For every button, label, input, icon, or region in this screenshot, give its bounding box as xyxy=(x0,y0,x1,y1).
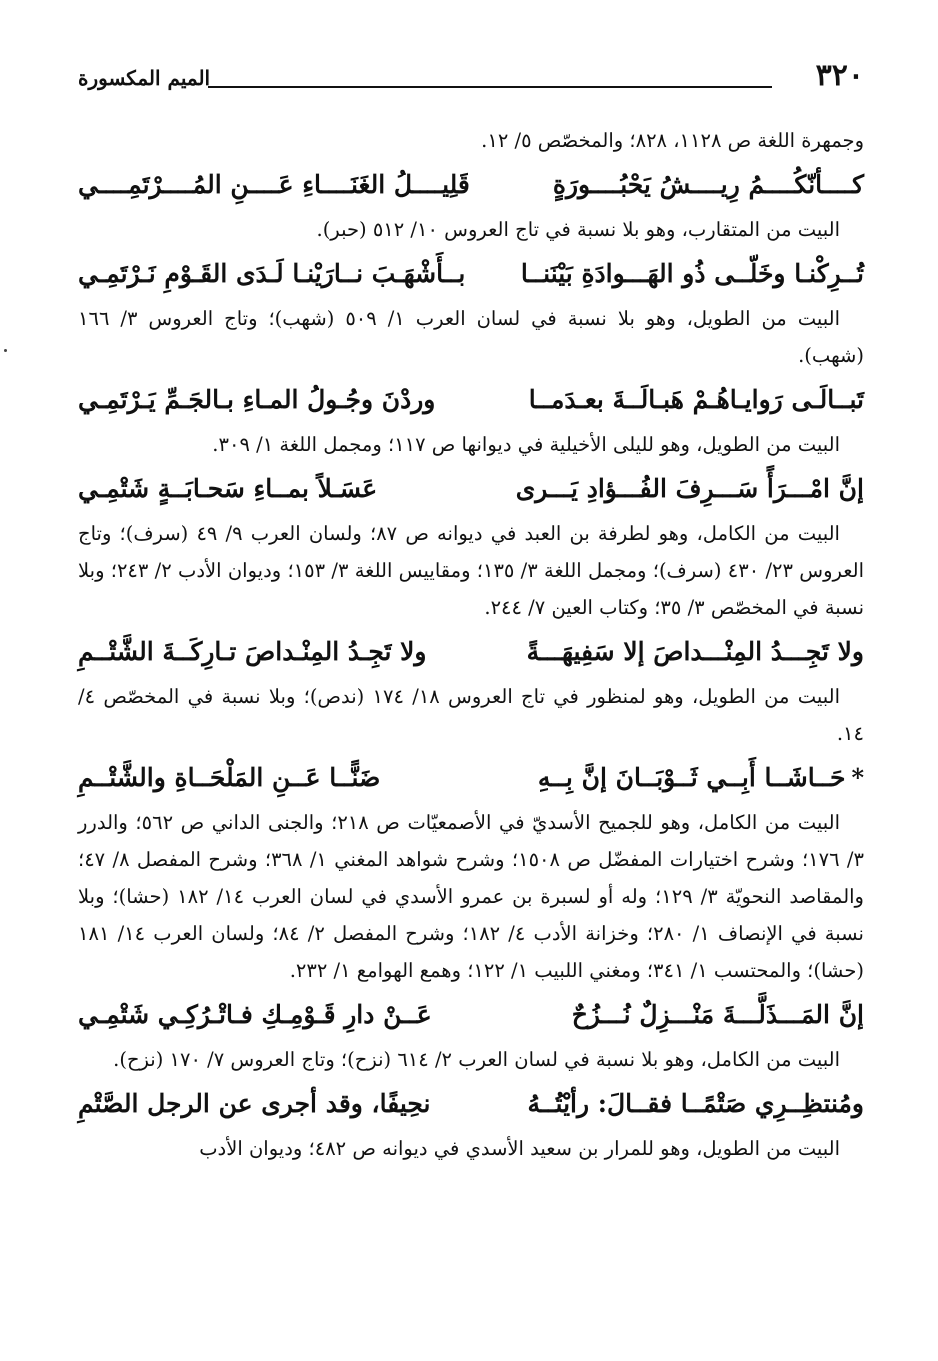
page-header xyxy=(78,58,864,98)
verse-first-hemistich: ولا تَجِـــدُ المِنْـــداصَ إلا سَفِيهَـــةً xyxy=(526,637,864,666)
citation-paragraph: البيت من الكامل، وهو بلا نسبة في لسان العرب ٢/ ٦١٤ (نزح)؛ وتاج العروس ٧/ ١٧٠ (نزح). xyxy=(113,1048,840,1071)
page-content xyxy=(78,122,864,1167)
verse-second-hemistich: بــأَشْهَـبَ نــارَيْنـا لَـدَى القَـوْمِ نَـرْتَمِـي xyxy=(78,259,466,288)
citation-paragraph: وجمهرة اللغة ص ١١٢٨، ٨٢٨؛ والمخصّص ٥/ ١٢. xyxy=(481,129,864,152)
entry-marker: * xyxy=(851,763,864,792)
verse-line xyxy=(78,1080,864,1128)
verse-first-text: حَــاشَــا أَبِــي ثَــوْبَــانَ إنَّ بِــهِ xyxy=(537,763,846,792)
verse-first-hemistich: تُــرِكْنـا وخَلّــى ذُو الهَـــوادَةِ بَيْنَنــا xyxy=(520,259,864,288)
citation-paragraph: البيت من الطويل، وهو للمرار بن سعيد الأسدي في ديوانه ص ٤٨٢؛ وديوان الأدب xyxy=(199,1137,840,1160)
citation-paragraph: البيت من المتقارب، وهو بلا نسبة في تاج العروس ١٠/ ٥١٢ (حبر). xyxy=(316,218,840,241)
citation-paragraph: البيت من الطويل، وهو لمنظور في تاج العروس ١٨/ ١٧٤ (ندص)؛ وبلا نسبة في المخصّص ٤/ ١٤. xyxy=(78,685,864,745)
verse-line xyxy=(78,376,864,424)
margin-speck xyxy=(4,349,7,352)
verse-second-hemistich: عَسَـلاً بمــاءِ سَحـابَــةٍ شَتْمِـي xyxy=(78,474,378,503)
verse-second-hemistich: قَلِيــــلُ الغَنَــــاءِ عَــــنِ المُــــرْتَمِــــي xyxy=(78,170,470,199)
citation-paragraph: البيت من الكامل، وهو لطرفة بن العبد في ديوانه ص ٨٧؛ ولسان العرب ٩/ ٤٩ (سرف)؛ وتاج العروس ٢٣/ ٤٣٠ (سرف)؛ ومجمل اللغة ٣/ ١٣٥؛ ومقاييس اللغة ٣/ ١٥٣؛ وديوان الأدب ٢/ ٢٤٣؛ وبلا نسبة في المخصّص ٣/ ٣٥؛ وكتاب العين ٧/ ٢٤٤. xyxy=(78,522,865,619)
verse-second-hemistich: نحِيفًا، وقد أجرى عن الرجل الصَّتْمِ xyxy=(78,1089,431,1118)
verse-line xyxy=(78,991,864,1039)
running-title: الميم المكسورة xyxy=(78,66,211,90)
verse-second-hemistich: عَــنْ دارِ قَـوْمِـكِ فـاتْـرُكِـي شَتْمِـي xyxy=(78,1000,432,1029)
verse-line xyxy=(78,465,864,513)
page-number: ٣٢٠ xyxy=(815,58,864,93)
header-rule xyxy=(208,86,772,88)
citation-paragraph: البيت من الطويل، وهو بلا نسبة في لسان العرب ١/ ٥٠٩ (شهب)؛ وتاج العروس ٣/ ١٦٦ (شهب). xyxy=(78,307,864,367)
verse-line xyxy=(78,628,864,676)
verse-first-hemistich: ومُنتظِــرِي صَتْمًــا فقــالَ: رأيْتُــهُ xyxy=(527,1089,864,1118)
verse-first-hemistich: إنَّ المَـــذَلَّـــةَ مَنْـــزِلٌ نُـــزُحٌ xyxy=(571,1000,864,1029)
verse-first-hemistich: كــــأنّكُــــمُ رِيــــشُ يَحْبُــــورَةٍ xyxy=(552,170,864,199)
verse-first-hemistich: تَبــالَـى رَوايـاهُـمْ هَبـالَــةَ بعـدَمــا xyxy=(528,385,864,414)
verse-line xyxy=(78,161,864,209)
verse-second-hemistich: ضَنًّــا عَــنِ المَلْحَــاةِ والشَّتْــمِ xyxy=(78,763,381,792)
verse-second-hemistich: ولا تَجِـدُ المِنْـداصَ تـارِكَــةَ الشَّتْــمِ xyxy=(78,637,427,666)
verse-first-hemistich xyxy=(538,754,864,802)
verse-first-hemistich: إنَّ امْـــرَأً سَـــرِفَ الفُـــؤادِ يَـــرى xyxy=(515,474,864,503)
verse-line xyxy=(78,754,864,802)
verse-line xyxy=(78,250,864,298)
verse-second-hemistich: وردْنَ وجُـولُ المـاءِ بـالجَـمِّ يَـرْتَمِـي xyxy=(78,385,436,414)
citation-paragraph: البيت من الطويل، وهو لليلى الأخيلية في ديوانها ص ١١٧؛ ومجمل اللغة ١/ ٣٠٩. xyxy=(212,433,840,456)
book-page xyxy=(78,58,864,1167)
citation-paragraph: البيت من الكامل، وهو للجميح الأسديّ في الأصمعيّات ص ٢١٨؛ والجنى الداني ص ٥٦٢؛ والدرر ٣/ ١٧٦؛ وشرح اختيارات المفضّل ص ١٥٠٨؛ وشرح شواهد المغني ١/ ٣٦٨؛ وشرح المفصل ٨/ ٤٧؛ والمقاصد النحويّة ٣/ ١٢٩؛ وله أو لسبرة بن عمرو الأسدي في لسان العرب ١٤/ ١٨٢ (حشا)؛ وبلا نسبة في الإنصاف ١/ ٢٨٠؛ وخزانة الأدب ٤/ ١٨٢؛ وشرح المفصل ٢/ ٨٤؛ ولسان العرب ١٤/ ١٨١ (حشا)؛ والمحتسب ١/ ٣٤١؛ ومغني اللبيب ١/ ١٢٢؛ وهمع الهوامع ١/ ٢٣٢. xyxy=(78,811,864,982)
